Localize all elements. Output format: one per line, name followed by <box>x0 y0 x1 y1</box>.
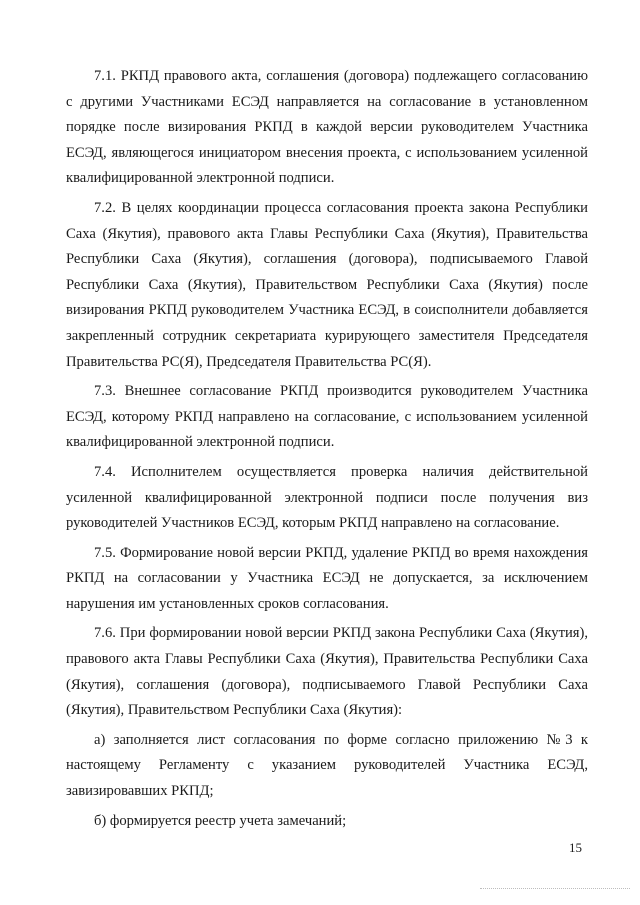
paragraph-7-3: 7.3. Внешнее согласование РКПД производится руководителем Участника ЕСЭД, которому РКПД направлено на согласование, с использованием усиленной квалифицированной электронной подписи. <box>66 383 588 451</box>
scan-edge-divider <box>480 888 630 889</box>
paragraph-7-2: 7.2. В целях координации процесса согласования проекта закона Республики Саха (Якутия), правового акта Главы Республики Саха (Якутия), Правительства Республики Саха (Якутия), соглашения (договора), подписываемого Главой Республики Саха (Якутия), Правительством Республики Саха (Якутия) после визирования РКПД руководителем Участника ЕСЭД, в соисполнители добавляется закрепленный сотрудник секретариата курирующего заместителя Председателя Правительства РС(Я), Председателя Правительства РС(Я). <box>66 199 588 370</box>
paragraph-7-5: 7.5. Формирование новой версии РКПД, удаление РКПД во время нахождения РКПД на согласовании у Участника ЕСЭД не допускается, за исключением нарушения им установленных сроков согласования. <box>66 544 588 612</box>
document-body <box>66 64 588 838</box>
paragraph-7-1: 7.1. РКПД правового акта, соглашения (договора) подлежащего согласованию с другими Участниками ЕСЭД направляется на согласование в установленном порядке после визирования РКПД в каждой версии руководителем Участника ЕСЭД, являющегося инициатором внесения проекта, с использованием усиленной квалифицированной электронной подписи. <box>66 68 588 187</box>
list-item-b: б) формируется реестр учета замечаний; <box>94 812 347 829</box>
paragraph-7-4: 7.4. Исполнителем осуществляется проверка наличия действительной усиленной квалифицированной электронной подписи после получения виз руководителей Участников ЕСЭД, которым РКПД направлено на согласование. <box>66 463 588 532</box>
list-item-a: а) заполняется лист согласования по форме согласно приложению №3 к настоящему Регламенту с указанием руководителей Участника ЕСЭД, завизировавших РКПД; <box>66 731 588 800</box>
paragraph-7-6: 7.6. При формировании новой версии РКПД закона Республики Саха (Якутия), правового акта Главы Республики Саха (Якутия), Правительства Республики Саха (Якутия), соглашения (договора), подписываемого Главой Республики Саха (Якутия), Правительством Республики Саха (Якутия): <box>66 625 588 719</box>
page-number: 15 <box>569 840 582 855</box>
